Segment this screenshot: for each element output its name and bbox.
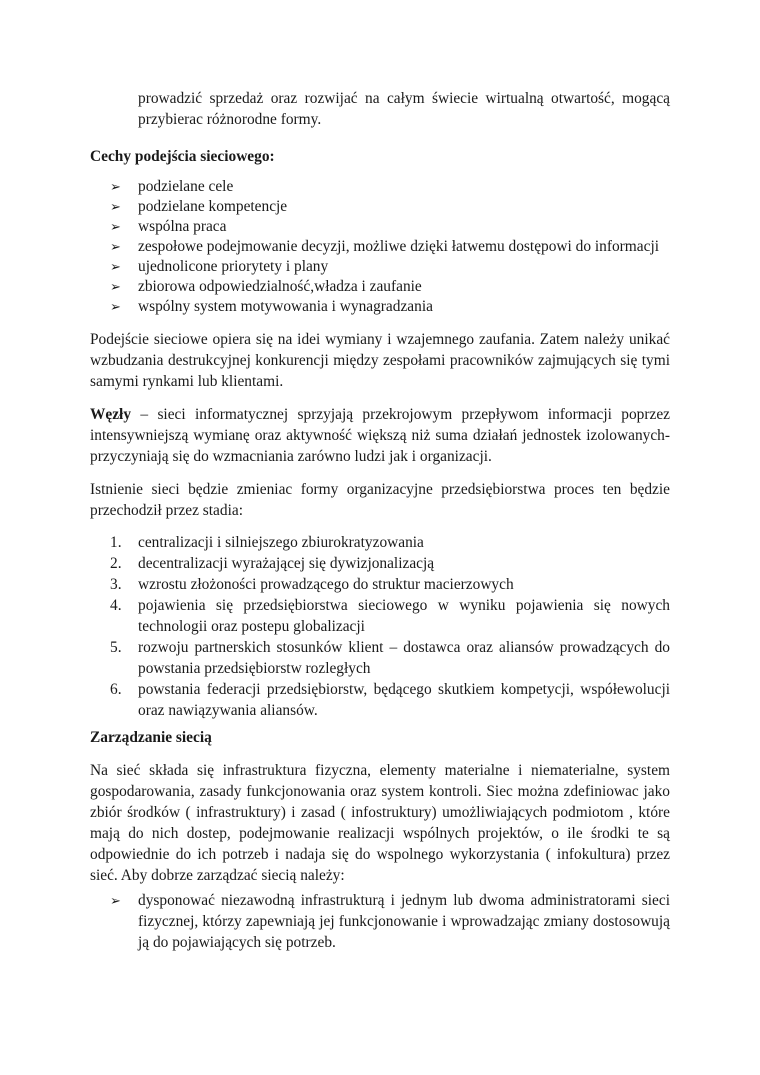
list-item: ➢ podzielane kompetencje [110, 198, 288, 215]
arrow-bullet-icon: ➢ [110, 199, 121, 214]
list-item: ➢ zespołowe podejmowanie decyzji, możliwe dzięki łatwemu dostępowi do informacji [110, 238, 659, 255]
stages-paragraph: Istnienie sieci będzie zmieniac formy organizacyjne przedsiębiorstwa proces ten będzie przechodził przez stadia: [90, 481, 670, 519]
arrow-bullet-icon: ➢ [110, 179, 121, 194]
arrow-bullet-icon: ➢ [110, 219, 121, 234]
section-heading-network-management: Zarządzanie siecią [90, 729, 212, 746]
intro-paragraph: prowadzić sprzedaż oraz rozwijać na całym świecie wirtualną otwartość, mogącą przybierac różnorodne formy. [138, 90, 670, 128]
arrow-bullet-icon: ➢ [110, 893, 121, 908]
list-item: ➢ zbiorowa odpowiedzialność,władza i zaufanie [110, 278, 422, 295]
list-item [110, 890, 670, 953]
list-item: 5. rozwoju partnerskich stosunków klient – dostawca oraz aliansów prowadzących do powstania przedsiębiorstw rozległych [110, 639, 670, 677]
arrow-bullet-icon: ➢ [110, 299, 121, 314]
management-paragraph: Na sieć składa się infrastruktura fizyczna, elementy materialne i niematerialne, system gospodarowania, zasady funkcjonowania oraz system kontroli. Siec można zdefiniowac jako zbiór środków ( infrastruktury) i zasad ( infostruktury) umożliwiających podmiotom , które mają do nich dostep, podejmowanie realizacji wspólnych projektów, o ile środki te są odpowiednie do ich potrzeb i nadaja się do wspolnego wykorzystania ( infokultura) przez sieć. Aby dobrze zarządzać siecią należy: [90, 762, 670, 884]
list-item: 6. powstania federacji przedsiębiorstw, będącego skutkiem kompetycji, współewolucji oraz nawiązywania aliansów. [110, 681, 670, 719]
stages-list [110, 532, 670, 721]
list-item: ➢ podzielane cele [110, 178, 234, 195]
network-features-list [110, 177, 670, 317]
list-item: 4. pojawienia się przedsiębiorstwa sieciowego w wyniku pojawienia się nowych technologii oraz postepu globalizacji [110, 597, 670, 635]
list-item: ➢ wspólna praca [110, 218, 227, 235]
arrow-bullet-icon: ➢ [110, 279, 121, 294]
final-bullet-text: dysponować niezawodną infrastrukturą i jednym lub dwoma administratorami sieci fizycznej, którzy zapewniają jej funkcjonowanie i wprowadzając zmiany dostosowują ją do pojawiających się potrzeb. [138, 892, 670, 951]
nodes-lead-term: Węzły [90, 406, 132, 423]
section-heading-network-features: Cechy podejścia sieciowego: [90, 148, 275, 165]
list-item: 3. wzrostu złożoności prowadzącego do struktur macierzowych [110, 576, 514, 593]
arrow-bullet-icon: ➢ [110, 239, 121, 254]
list-item: 2. decentralizacji wyrażającej się dywizjonalizacją [110, 555, 435, 572]
trust-paragraph: Podejście sieciowe opiera się na idei wymiany i wzajemnego zaufania. Zatem należy unikać wzbudzania destrukcyjnej konkurencji między zespołami pracowników zajmujących się tymi samymi rynkami lub klientami. [90, 331, 670, 390]
arrow-bullet-icon: ➢ [110, 259, 121, 274]
list-item: ➢ wspólny system motywowania i wynagradzania [110, 298, 433, 315]
list-item: ➢ ujednolicone priorytety i plany [110, 258, 329, 275]
list-item: 1. centralizacji i silniejszego zbiurokratyzowania [110, 534, 424, 551]
nodes-paragraph [90, 404, 670, 467]
nodes-text: – sieci informatycznej sprzyjają przekrojowym przepływom informacji poprzez intensywniejszą wymianę oraz aktywność większą niż suma działań jednostek izolowanych- przyczyniają się do wzmacniania zarówno ludzi jak i organizacji. [90, 406, 670, 465]
